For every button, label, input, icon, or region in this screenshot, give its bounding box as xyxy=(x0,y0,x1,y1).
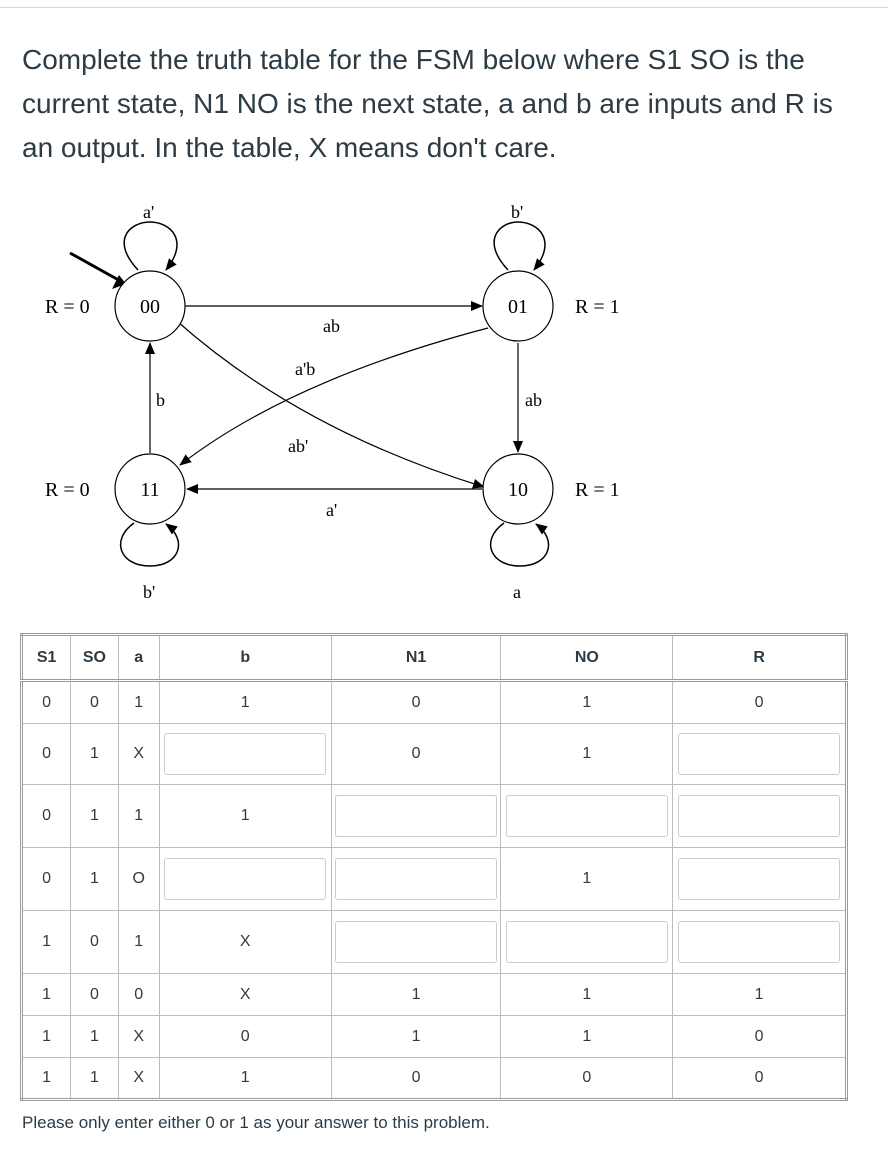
cell-a: 0 xyxy=(118,974,159,1016)
cell-b: 1 xyxy=(159,785,331,848)
cell-s1: 0 xyxy=(22,681,71,724)
cell-a: O xyxy=(118,848,159,911)
table-row xyxy=(22,974,847,1016)
table-row xyxy=(22,785,847,848)
header-n1: N1 xyxy=(331,635,501,681)
output-label-01: R = 1 xyxy=(575,296,620,318)
answer-input-n1-row-2[interactable] xyxy=(335,795,497,837)
state-00-label: 00 xyxy=(140,296,160,318)
truth-table xyxy=(20,633,848,1101)
label-01-to-10: ab xyxy=(525,390,542,410)
instruction-note: Please only enter either 0 or 1 as your answer to this problem. xyxy=(22,1113,490,1132)
table-row xyxy=(22,681,847,724)
cell-r-row-3 xyxy=(673,848,847,911)
answer-input-r-row-2[interactable] xyxy=(678,795,840,837)
cell-s0: 1 xyxy=(71,1016,118,1058)
question-text: Complete the truth table for the FSM below where S1 SO is the current state, N1 NO is the next state, a and b are inputs and R is an output. In the table, X means don't care. xyxy=(22,44,833,163)
cell-n0: 1 xyxy=(501,848,673,911)
cell-r-row-4 xyxy=(673,911,847,974)
table-row xyxy=(22,1058,847,1100)
answer-input-b-row-1[interactable] xyxy=(164,733,326,775)
state-01 xyxy=(483,271,553,341)
cell-b: X xyxy=(159,911,331,974)
header-r: R xyxy=(673,635,847,681)
cell-n1: 1 xyxy=(331,1016,501,1058)
transition-00-to-10 xyxy=(178,322,484,487)
output-label-11: R = 0 xyxy=(45,479,90,501)
table-row xyxy=(22,1016,847,1058)
cell-n1-row-2 xyxy=(331,785,501,848)
answer-input-n0-row-2[interactable] xyxy=(506,795,668,837)
cell-s1: 1 xyxy=(22,1016,71,1058)
cell-n0: 1 xyxy=(501,974,673,1016)
cell-s1: 0 xyxy=(22,785,71,848)
label-00-to-01: ab xyxy=(323,316,340,336)
table-row xyxy=(22,848,847,911)
output-label-10: R = 1 xyxy=(575,479,620,501)
cell-n1: 0 xyxy=(331,681,501,724)
cell-n0: 0 xyxy=(501,1058,673,1100)
answer-input-n1-row-3[interactable] xyxy=(335,858,497,900)
cell-b-row-1 xyxy=(159,724,331,785)
answer-input-r-row-1[interactable] xyxy=(678,733,840,775)
truth-table-header xyxy=(22,635,847,681)
answer-input-n0-row-4[interactable] xyxy=(506,921,668,963)
state-11-label: 11 xyxy=(140,479,160,501)
cell-s0: 1 xyxy=(71,724,118,785)
cell-r: 1 xyxy=(673,974,847,1016)
cell-s1: 1 xyxy=(22,974,71,1016)
cell-n1-row-3 xyxy=(331,848,501,911)
state-11 xyxy=(115,454,185,524)
cell-n0: 1 xyxy=(501,724,673,785)
cell-n1: 1 xyxy=(331,974,501,1016)
cell-n1: 0 xyxy=(331,1058,501,1100)
self-loop-00 xyxy=(124,222,177,270)
label-10-to-11: a' xyxy=(326,500,338,520)
state-10 xyxy=(483,454,553,524)
cell-n0-row-4 xyxy=(501,911,673,974)
cell-r: 0 xyxy=(673,1058,847,1100)
cell-r: 0 xyxy=(673,1016,847,1058)
cell-s0: 0 xyxy=(71,911,118,974)
cell-r: 0 xyxy=(673,681,847,724)
cell-s0: 0 xyxy=(71,681,118,724)
header-n0: NO xyxy=(501,635,673,681)
header-a: a xyxy=(118,635,159,681)
cell-s1: 0 xyxy=(22,724,71,785)
header-s0: SO xyxy=(71,635,118,681)
cell-n0: 1 xyxy=(501,681,673,724)
label-loop-10: a xyxy=(513,582,521,602)
cell-a: 1 xyxy=(118,785,159,848)
cell-s1: 0 xyxy=(22,848,71,911)
state-10-label: 10 xyxy=(508,479,528,501)
self-loop-01 xyxy=(494,222,545,270)
cell-n0: 1 xyxy=(501,1016,673,1058)
cell-b: 1 xyxy=(159,681,331,724)
transition-01-to-11 xyxy=(180,328,488,465)
answer-input-r-row-4[interactable] xyxy=(678,921,840,963)
cell-r-row-1 xyxy=(673,724,847,785)
cell-s1: 1 xyxy=(22,911,71,974)
cell-n1: 0 xyxy=(331,724,501,785)
cell-b: 0 xyxy=(159,1016,331,1058)
cell-s1: 1 xyxy=(22,1058,71,1100)
table-row xyxy=(22,724,847,785)
cell-s0: 1 xyxy=(71,848,118,911)
cell-b: 1 xyxy=(159,1058,331,1100)
label-loop-01: b' xyxy=(511,202,524,222)
label-loop-11: b' xyxy=(143,582,156,602)
self-loop-11 xyxy=(121,523,179,566)
label-01-to-11: a'b xyxy=(295,359,316,379)
cell-a: X xyxy=(118,1058,159,1100)
cell-a: X xyxy=(118,1016,159,1058)
cell-s0: 1 xyxy=(71,1058,118,1100)
cell-b: X xyxy=(159,974,331,1016)
answer-input-b-row-3[interactable] xyxy=(164,858,326,900)
top-divider xyxy=(0,7,888,8)
cell-n0-row-2 xyxy=(501,785,673,848)
cell-s0: 1 xyxy=(71,785,118,848)
answer-input-n1-row-4[interactable] xyxy=(335,921,497,963)
cell-n1-row-4 xyxy=(331,911,501,974)
header-b: b xyxy=(159,635,331,681)
fsm-state-diagram xyxy=(0,190,888,610)
label-loop-00: a' xyxy=(143,202,155,222)
output-label-00: R = 0 xyxy=(45,296,90,318)
cell-a: 1 xyxy=(118,681,159,724)
cell-b-row-3 xyxy=(159,848,331,911)
label-11-to-00: b xyxy=(156,390,165,410)
cell-a: X xyxy=(118,724,159,785)
label-00-to-10: ab' xyxy=(288,436,309,456)
self-loop-10 xyxy=(491,523,549,566)
state-01-label: 01 xyxy=(508,296,528,318)
initial-state-arrow xyxy=(70,253,126,289)
header-s1: S1 xyxy=(22,635,71,681)
table-row xyxy=(22,911,847,974)
state-00 xyxy=(115,271,185,341)
cell-s0: 0 xyxy=(71,974,118,1016)
answer-input-r-row-3[interactable] xyxy=(678,858,840,900)
cell-r-row-2 xyxy=(673,785,847,848)
cell-a: 1 xyxy=(118,911,159,974)
